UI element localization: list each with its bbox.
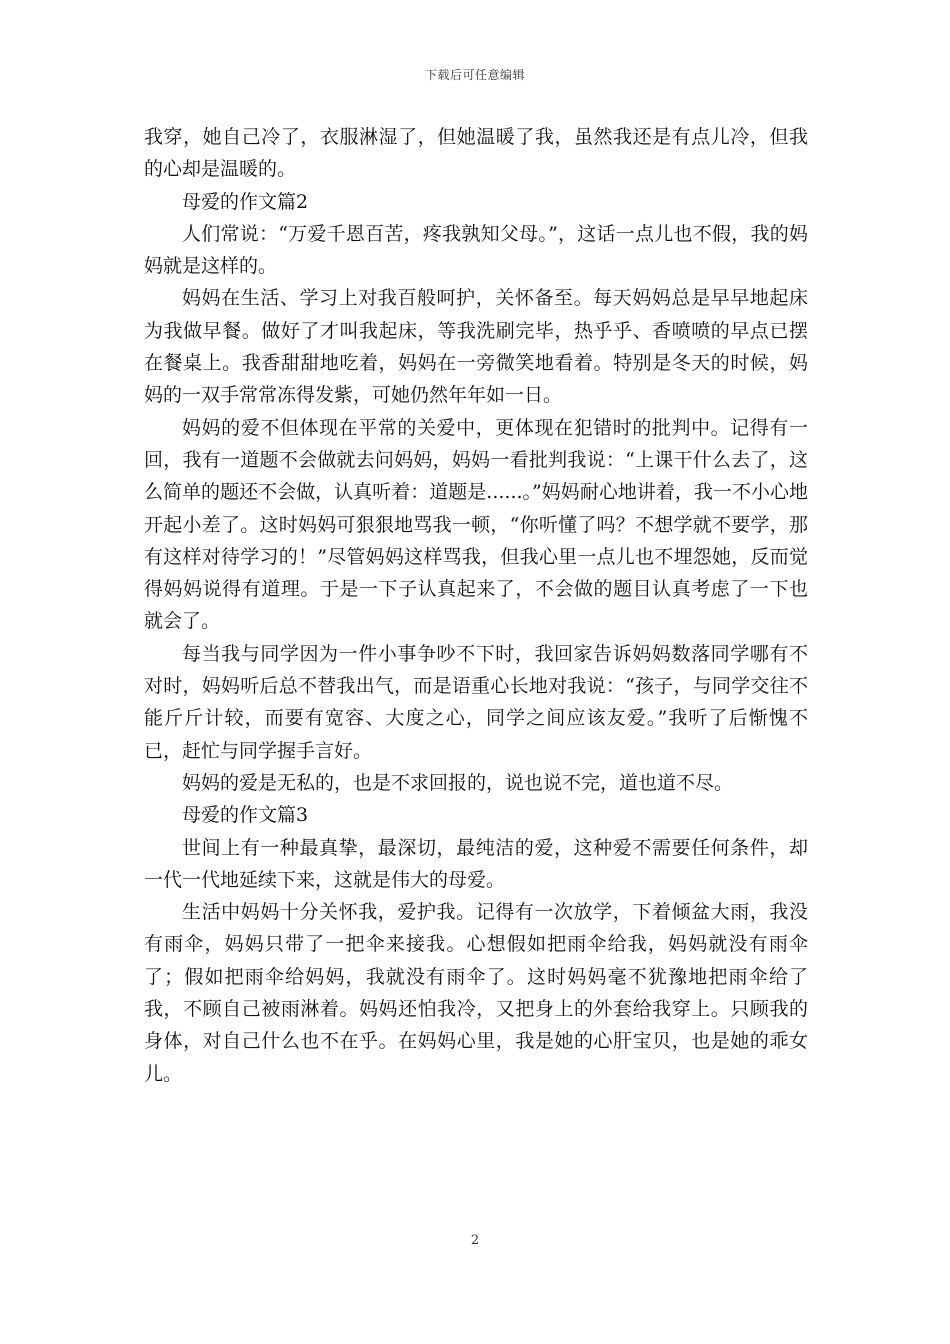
paragraph-1: 我穿，她自己冷了，衣服淋湿了，但她温暖了我，虽然我还是有点儿冷，但我的心却是温暖的。	[144, 126, 808, 181]
paragraph-3: 妈妈在生活、学习上对我百般呵护，关怀备至。每天妈妈总是早早地起床为我做早餐。做好了才叫我起床，等我洗刷完毕，热乎乎、香喷喷的早点已摆在餐桌上。我香甜甜地吃着，妈妈在一旁微笑地看着。特别是冬天的时候，妈妈的一双手常常冻得发紫，可她仍然年年如一日。	[144, 287, 808, 407]
paragraph-2: 人们常说：“万爱千恩百苦，疼我孰知父母。”，这话一点儿也不假，我的妈妈就是这样的。	[144, 222, 808, 278]
section-heading-2: 母爱的作文篇2	[182, 190, 309, 213]
paragraph-6: 妈妈的爱是无私的，也是不求回报的，说也说不完，道也道不尽。	[182, 771, 734, 794]
document-body	[144, 121, 808, 1090]
page-header: 下载后可任意编辑	[424, 68, 525, 82]
page-number: 2	[470, 1233, 480, 1248]
paragraph-5: 每当我与同学因为一件小事争吵不下时，我回家告诉妈妈数落同学哪有不对时，妈妈听后总不替我出气，而是语重心长地对我说：“孩子，与同学交往不能斤斤计较，而要有宽容、大度之心，同学之间应该友爱。”我听了后惭愧不已，赶忙与同学握手言好。	[144, 642, 808, 762]
paragraph-8: 生活中妈妈十分关怀我，爱护我。记得有一次放学，下着倾盆大雨，我没有雨伞，妈妈只带了一把伞来接我。心想假如把雨伞给我，妈妈就没有雨伞了；假如把雨伞给妈妈，我就没有雨伞了。这时妈妈毫不犹豫地把雨伞给了我，不顾自己被雨淋着。妈妈还怕我冷，又把身上的外套给我穿上。只顾我的身体，对自己什么也不在乎。在妈妈心里，我是她的心肝宝贝，也是她的乖女儿。	[144, 901, 808, 1085]
paragraph-7: 世间上有一种最真挚，最深切，最纯洁的爱，这种爱不需要任何条件，却一代一代地延续下来，这就是伟大的母爱。	[144, 836, 808, 891]
paragraph-4: 妈妈的爱不但体现在平常的关爱中，更体现在犯错时的批判中。记得有一回，我有一道题不会做就去问妈妈，妈妈一看批判我说：“上课干什么去了，这么简单的题还不会做，认真听着：道题是......。”妈妈耐心地讲着，我一不小心地开起小差了。这时妈妈可狠狠地骂我一顿，“你听懂了吗？不想学就不要学，那有这样对待学习的！”尽管妈妈这样骂我，但我心里一点儿也不埋怨她，反而觉得妈妈说得有道理。于是一下子认真起来了，不会做的题目认真考虑了一下也就会了。	[144, 416, 808, 633]
section-heading-3: 母爱的作文篇3	[182, 804, 309, 827]
